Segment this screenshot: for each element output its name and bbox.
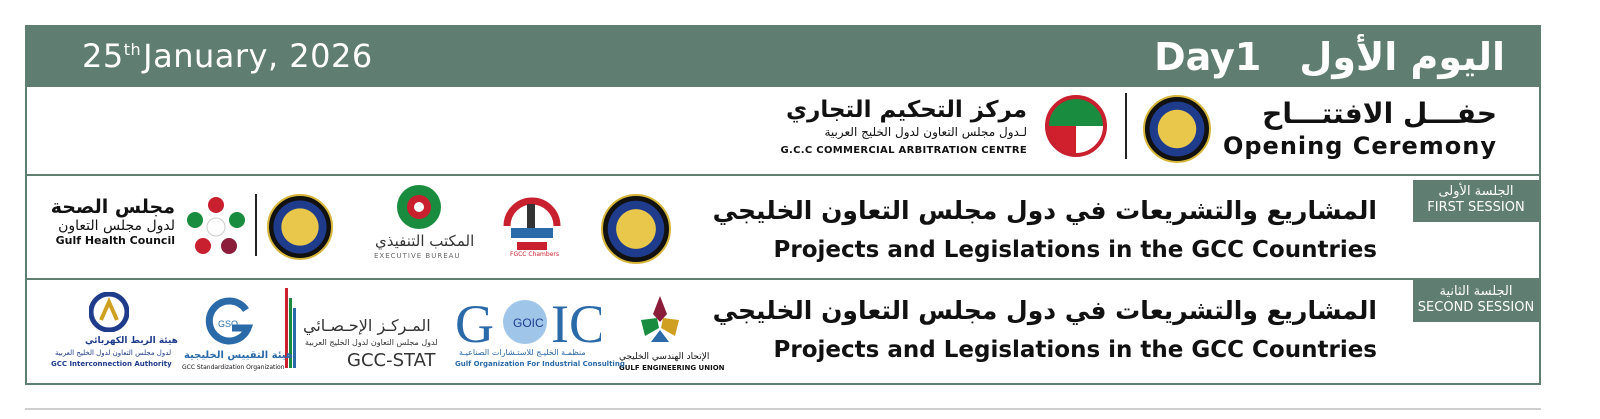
session-title-en: Projects and Legislations in the GCC Countries [773,337,1377,363]
bottom-divider [25,408,1541,410]
goic-logo-icon [455,294,601,350]
logo-divider [255,194,257,256]
ghc-name-en: Gulf Health Council [55,234,175,247]
session-title-ar: المشاريع والتشريعات في دول مجلس التعاون الخليجي [712,196,1377,225]
cia-sub-ar: لدول مجلس التعاون لدول الخليج العربية [55,349,172,357]
gso-name-en: GCC Standardization Organization [182,364,285,371]
goic-name-en: Gulf Organization For Industrial Consulting [455,360,625,368]
gcc-emblem-icon [1143,95,1211,163]
svg-text:GOIC: GOIC [513,316,544,330]
gso-logo-icon [202,296,254,346]
first-session-row [27,176,1539,280]
session-title-en: Projects and Legislations in the GCC Countries [773,237,1377,263]
date-suffix: th [123,40,142,60]
geu-name-ar: الإتحاد الهندسي الخليجي [619,352,710,362]
day-title-en: Day1 [1154,35,1262,79]
event-date [82,37,373,75]
session-label-en: SECOND SESSION [1417,300,1535,315]
session-label-ar: الجلسة الثانية [1439,284,1513,299]
session-label-ar: الجلسة الأولى [1438,184,1514,199]
day-title [1154,35,1505,79]
second-session-row [27,280,1539,383]
geu-name-en: GULF ENGINEERING UNION [619,364,725,372]
svg-text:IC: IC [551,294,601,350]
gcc-emblem-icon [601,194,671,264]
first-session-badge [1413,180,1539,222]
opening-ceremony-row [27,87,1539,176]
session-title-ar: المشاريع والتشريعات في دول مجلس التعاون الخليجي [712,296,1377,325]
gulf-health-council-logo-icon [185,196,247,258]
fgcc-label: FGCC Chambers [510,251,559,258]
executive-bureau-ar: المكتب التنفيذي [375,232,475,250]
date-month-year: January, 2026 [143,37,373,75]
gcc-stat-name-en: GCC-STAT [347,350,436,371]
opening-title-ar: حفـــل الافتتـــاح [1262,97,1497,130]
executive-bureau-logo-icon [394,182,444,232]
ghc-name-ar: مجلس الصحة [50,196,175,218]
arbitration-sub-ar: لـدول مجلس التعاون لدول الخليج العربية [824,125,1027,139]
gcc-stat-sub-ar: لدول مجلس التعاون لدول الخليج العربية [305,338,438,347]
arbitration-name-ar: مركز التحكيم التجاري [786,97,1027,123]
date-day: 25 [82,37,124,75]
session-label-en: FIRST SESSION [1427,200,1525,215]
gcc-emblem-icon [267,194,333,260]
svg-text:G: G [455,294,494,350]
agenda-header [27,27,1539,87]
gcc-stat-name-ar: المـركـز الإحـصـائي [303,316,431,335]
gso-name-ar: هيئة التقييس الخليجية [184,350,293,361]
fgcc-chambers-logo-icon [497,190,567,252]
opening-ceremony-title [1223,97,1497,160]
goic-name-ar: منظمـة الخليـج للاستـشارات الصناعيـة [459,348,586,357]
cia-name-en: GCC Interconnection Authority [51,360,172,368]
second-session-title [713,296,1377,363]
arbitration-name-en: G.C.C COMMERCIAL ARBITRATION CENTRE [780,145,1027,156]
agenda-frame [25,25,1541,385]
cia-name-ar: هيئة الربط الكهربائي [85,336,178,346]
day-title-ar: اليوم الأول [1299,35,1505,79]
gcc-interconnection-logo-icon [89,292,129,332]
ghc-sub-ar: لدول مجلس التعاون [58,218,175,234]
second-session-badge [1413,280,1539,322]
logo-divider [1125,93,1127,159]
arbitration-centre-logo-icon [1045,95,1107,157]
arbitration-centre-text [781,97,1027,156]
gulf-health-council-text [51,196,175,247]
svg-text:GSO: GSO [218,319,239,329]
opening-title-en: Opening Ceremony [1222,132,1497,160]
gulf-engineering-union-logo-icon [637,292,683,348]
executive-bureau-en: EXECUTIVE BUREAU [374,252,461,260]
first-session-title [713,196,1377,263]
